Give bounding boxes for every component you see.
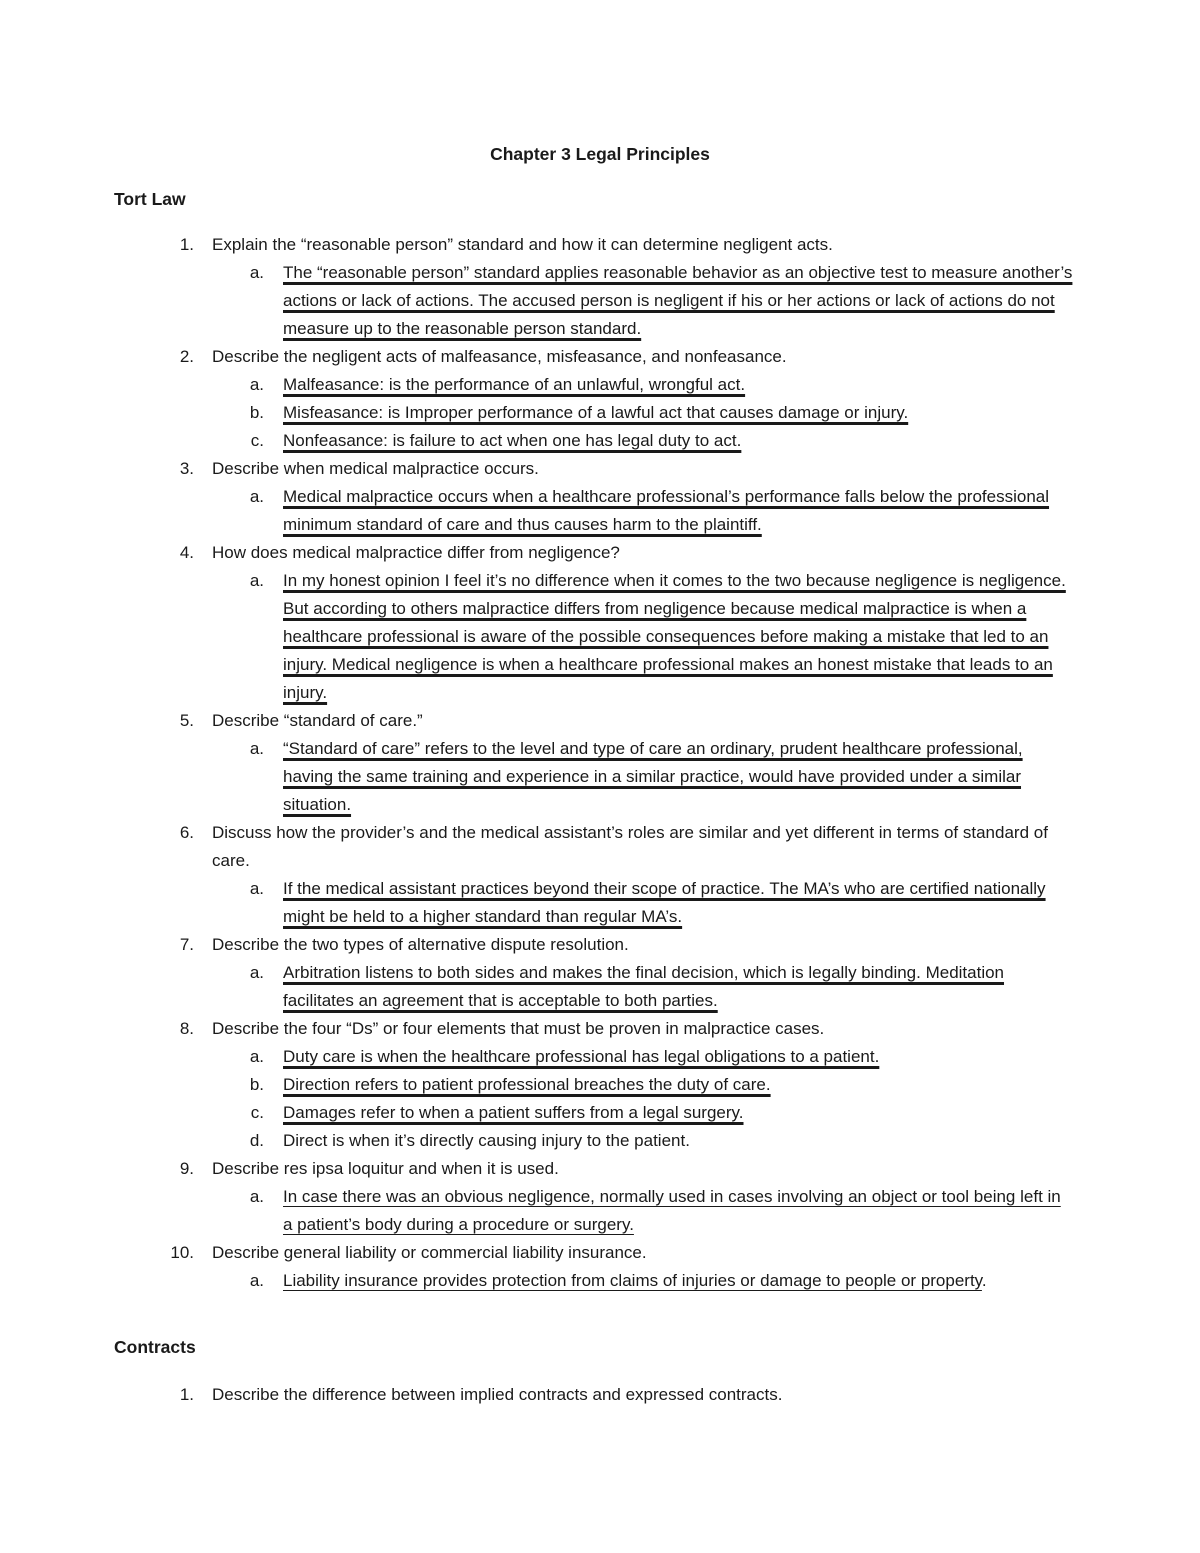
answer-letter: c.: [250, 1103, 264, 1122]
answer-list: [212, 1183, 1072, 1239]
answer-text: Damages refer to when a patient suffers from a legal surgery.: [283, 1103, 744, 1122]
question-text: Describe “standard of care.”: [212, 711, 423, 730]
answer-item: [212, 735, 1073, 819]
answer-item: [212, 427, 1073, 455]
answer-text: Direction refers to patient professional breaches the duty of care.: [283, 1075, 771, 1094]
question-text: Describe general liability or commercial liability insurance.: [212, 1243, 647, 1262]
answer-item: [212, 371, 1073, 399]
answer-list: [212, 875, 1072, 931]
answer-letter: a.: [249, 571, 264, 590]
answer-letter: a.: [249, 1047, 264, 1066]
answer-text: “Standard of care” refers to the level and type of care an ordinary, prudent healthcare professional, having the same training and experience in a similar practice, would have provided under a similar situation.: [283, 739, 1023, 814]
answer-letter: a.: [249, 487, 264, 506]
answer-letter: d.: [249, 1131, 264, 1150]
answer-item: [212, 959, 1073, 1015]
contracts-question-list: [0, 1381, 1200, 1409]
question-number: 5.: [179, 711, 194, 730]
question-item: [0, 819, 1072, 931]
answer-text: The “reasonable person” standard applies reasonable behavior as an objective test to measure another’s actions or lack of actions. The accused person is negligent if his or her actions or lack of actions do not measure up to the reasonable person standard.: [283, 263, 1073, 338]
question-item: [0, 707, 1072, 819]
tort-law-question-list: [0, 231, 1200, 1295]
answer-text: In my honest opinion I feel it’s no difference when it comes to the two because negligence is negligence. But according to others malpractice differs from negligence because medical malpractice is when a healthcare professional is aware of the possible consequences before making a mistake that led to an injury. Medical negligence is when a healthcare professional makes an honest mistake that leads to an injury.: [283, 571, 1066, 702]
question-text: Describe the four “Ds” or four elements that must be proven in malpractice cases.: [212, 1019, 825, 1038]
answer-suffix: .: [981, 1271, 987, 1290]
question-text: Discuss how the provider’s and the medical assistant’s roles are similar and yet different in terms of standard of care.: [212, 823, 1048, 870]
answer-list: [212, 735, 1072, 819]
answer-letter: a.: [249, 1187, 264, 1206]
answer-letter: a.: [249, 879, 264, 898]
answer-list: [212, 483, 1072, 539]
answer-text: Liability insurance provides protection from claims of injuries or damage to people or property: [283, 1271, 982, 1290]
question-number: 10.: [170, 1243, 194, 1262]
answer-letter: a.: [249, 739, 264, 758]
answer-list: [212, 371, 1072, 455]
answer-letter: b.: [249, 1075, 264, 1094]
question-text: Describe res ipsa loquitur and when it is used.: [212, 1159, 559, 1178]
answer-item: [212, 1071, 1073, 1099]
question-text: Describe when medical malpractice occurs.: [212, 459, 539, 478]
question-text: Explain the “reasonable person” standard and how it can determine negligent acts.: [212, 235, 833, 254]
question-text: Describe the two types of alternative dispute resolution.: [212, 935, 629, 954]
question-number: 8.: [179, 1019, 194, 1038]
answer-list: [212, 959, 1072, 1015]
answer-item: [212, 1043, 1073, 1071]
question-item: [0, 539, 1072, 707]
answer-text: If the medical assistant practices beyond their scope of practice. The MA’s who are certified nationally might be held to a higher standard than regular MA’s.: [283, 879, 1046, 926]
question-number: 3.: [179, 459, 194, 478]
answer-letter: a.: [249, 1271, 264, 1290]
answer-text: Arbitration listens to both sides and makes the final decision, which is legally binding. Meditation facilitates an agreement that is acceptable to both parties.: [283, 963, 1005, 1010]
answer-letter: a.: [249, 963, 264, 982]
answer-list: [212, 259, 1072, 343]
section-heading-tort-law: Tort Law: [114, 189, 186, 209]
section-heading-contracts: Contracts: [114, 1337, 196, 1357]
question-item: [0, 1239, 1072, 1295]
question-text: Describe the negligent acts of malfeasance, misfeasance, and nonfeasance.: [212, 347, 787, 366]
question-item: [0, 931, 1072, 1015]
answer-text: In case there was an obvious negligence, normally used in cases involving an object or tool being left in a patient’s body during a procedure or surgery.: [283, 1187, 1061, 1234]
answer-item: [212, 1127, 1073, 1155]
question-item: [0, 231, 1072, 343]
question-number: 6.: [179, 823, 194, 842]
question-item: [0, 1155, 1072, 1239]
answer-list: [212, 567, 1072, 707]
question-item: [0, 343, 1072, 455]
answer-text: Nonfeasance: is failure to act when one has legal duty to act.: [283, 431, 742, 450]
answer-item: [212, 1267, 1073, 1295]
question-item: [0, 1381, 1072, 1409]
question-number: 2.: [179, 347, 194, 366]
question-item: [0, 1015, 1072, 1155]
answer-letter: c.: [250, 431, 264, 450]
question-number: 7.: [179, 935, 194, 954]
answer-list: [212, 1043, 1072, 1155]
answer-text: Misfeasance: is Improper performance of a lawful act that causes damage or injury.: [283, 403, 909, 422]
answer-text: Duty care is when the healthcare professional has legal obligations to a patient.: [283, 1047, 880, 1066]
page-title: Chapter 3 Legal Principles: [490, 144, 710, 164]
answer-item: [212, 399, 1073, 427]
answer-item: [212, 483, 1073, 539]
answer-text: Direct is when it’s directly causing injury to the patient.: [283, 1131, 690, 1150]
question-text: Describe the difference between implied contracts and expressed contracts.: [212, 1385, 783, 1404]
answer-letter: a.: [249, 263, 264, 282]
question-number: 9.: [179, 1159, 194, 1178]
answer-letter: b.: [249, 403, 264, 422]
question-item: [0, 455, 1072, 539]
answer-item: [212, 1099, 1073, 1127]
answer-item: [212, 259, 1073, 343]
question-text: How does medical malpractice differ from negligence?: [212, 543, 620, 562]
answer-list: [212, 1267, 1072, 1295]
answer-text: Malfeasance: is the performance of an unlawful, wrongful act.: [283, 375, 746, 394]
question-number: 1.: [179, 1385, 194, 1404]
question-number: 1.: [179, 235, 194, 254]
answer-item: [212, 1183, 1073, 1239]
answer-letter: a.: [249, 375, 264, 394]
answer-item: [212, 875, 1073, 931]
answer-text: Medical malpractice occurs when a healthcare professional’s performance falls below the professional minimum standard of care and thus causes harm to the plaintiff.: [283, 487, 1050, 534]
answer-item: [212, 567, 1073, 707]
question-number: 4.: [179, 543, 194, 562]
